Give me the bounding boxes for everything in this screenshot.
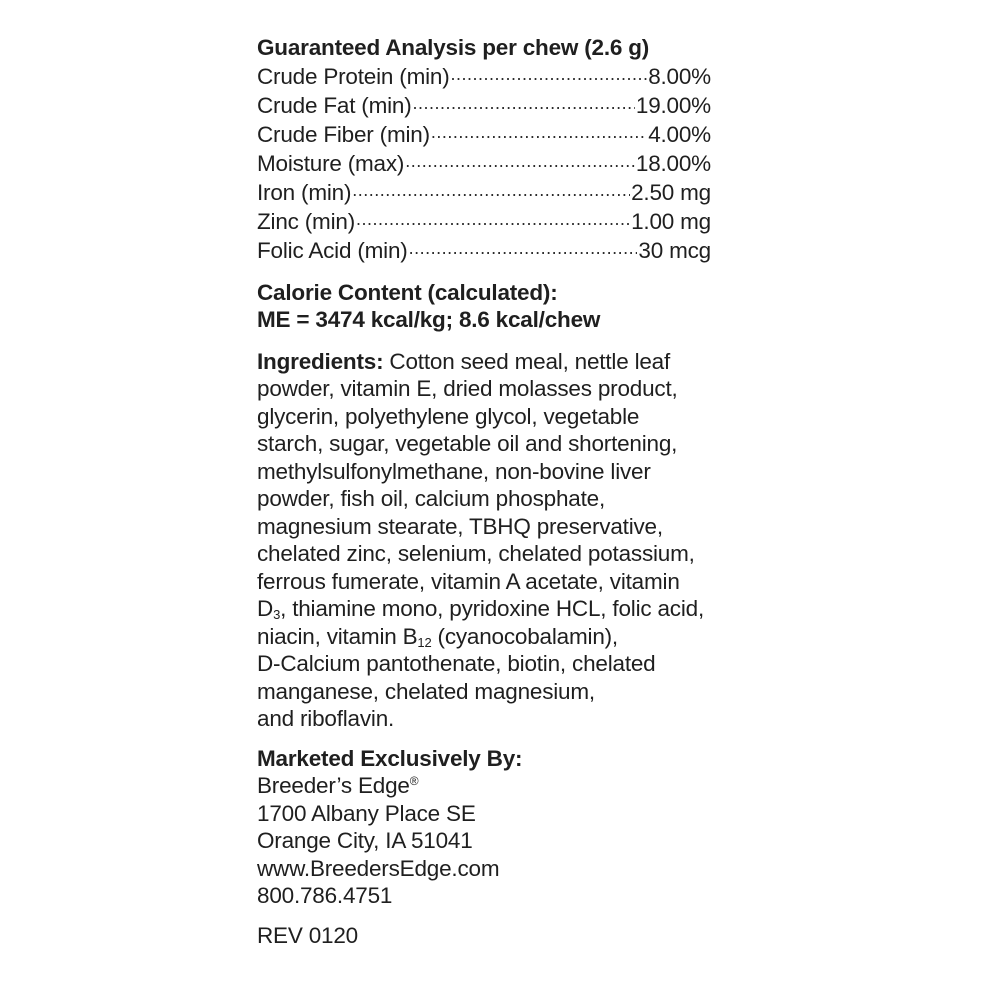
analysis-value: 8.00% bbox=[648, 64, 711, 89]
spacer bbox=[257, 733, 717, 745]
website: www.BreedersEdge.com bbox=[257, 855, 500, 881]
calorie-heading: Calorie Content (calculated): bbox=[257, 279, 558, 305]
analysis-name: Crude Fat (min) bbox=[257, 93, 412, 118]
ingredients-heading: Ingredients: bbox=[257, 348, 384, 374]
analysis-heading: Guaranteed Analysis per chew (2.6 g) bbox=[257, 35, 650, 60]
analysis-name: Moisture (max) bbox=[257, 151, 405, 176]
calorie-content bbox=[257, 279, 717, 334]
ingredients-line bbox=[257, 623, 727, 651]
spacer bbox=[257, 334, 717, 348]
product-label bbox=[257, 34, 717, 949]
ingredients-line: powder, fish oil, calcium phosphate, bbox=[257, 486, 605, 511]
dot-leader bbox=[451, 62, 648, 85]
dot-leader bbox=[413, 91, 635, 114]
vitamin-d-letter: D bbox=[257, 596, 274, 621]
dot-leader bbox=[431, 120, 647, 143]
analysis-value: 4.00% bbox=[648, 122, 711, 147]
ingredients-text: Cotton seed meal, nettle leaf bbox=[383, 348, 671, 374]
analysis-row-crude-fiber bbox=[257, 120, 711, 149]
analysis-row-crude-protein bbox=[257, 62, 711, 91]
analysis-value: 19.00% bbox=[635, 93, 711, 118]
vitamin-b-subscript: 12 bbox=[417, 634, 432, 650]
analysis-name: Crude Protein (min) bbox=[257, 64, 450, 89]
dot-leader bbox=[405, 149, 635, 172]
ingredients-line bbox=[257, 348, 727, 376]
analysis-value: 2.50 mg bbox=[631, 180, 711, 205]
analysis-value: 18.00% bbox=[635, 151, 711, 176]
vitamin-d-subscript: 3 bbox=[273, 607, 281, 622]
ingredients-text: (cyanocobalamin), bbox=[431, 623, 618, 649]
revision-code: REV 0120 bbox=[257, 922, 358, 948]
dot-leader bbox=[356, 207, 630, 230]
analysis-name: Iron (min) bbox=[257, 180, 352, 205]
ingredients-line: magnesium stearate, TBHQ preservative, bbox=[257, 513, 663, 539]
ingredients-line: starch, sugar, vegetable oil and shortening, bbox=[257, 431, 678, 456]
ingredients bbox=[257, 348, 727, 733]
brand-name-line bbox=[257, 772, 717, 800]
marketer-heading: Marketed Exclusively By: bbox=[257, 745, 523, 771]
marketer bbox=[257, 745, 717, 910]
registered-mark: ® bbox=[409, 774, 419, 788]
analysis-value: 30 mcg bbox=[638, 238, 711, 263]
spacer bbox=[257, 265, 717, 279]
ingredients-line: D-Calcium pantothenate, biotin, chelated bbox=[257, 651, 656, 676]
analysis-name: Crude Fiber (min) bbox=[257, 122, 430, 147]
analysis-row-crude-fat bbox=[257, 91, 711, 120]
spacer bbox=[257, 910, 717, 922]
ingredients-line bbox=[257, 595, 727, 623]
guaranteed-analysis bbox=[257, 34, 717, 265]
ingredients-line: manganese, chelated magnesium, bbox=[257, 678, 595, 704]
ingredients-line: and riboflavin. bbox=[257, 706, 395, 731]
address-line-2: Orange City, IA 51041 bbox=[257, 828, 473, 853]
dot-leader bbox=[352, 178, 630, 201]
analysis-row-folic-acid bbox=[257, 236, 711, 265]
ingredients-line: ferrous fumerate, vitamin A acetate, vitamin bbox=[257, 568, 680, 594]
ingredients-line: glycerin, polyethylene glycol, vegetable bbox=[257, 403, 640, 429]
ingredients-text: niacin, vitamin B bbox=[257, 623, 418, 649]
analysis-name: Zinc (min) bbox=[257, 209, 355, 234]
ingredients-line: chelated zinc, selenium, chelated potassium, bbox=[257, 541, 695, 566]
ingredients-line: methylsulfonylmethane, non-bovine liver bbox=[257, 458, 651, 484]
analysis-value: 1.00 mg bbox=[631, 209, 711, 234]
brand-name: Breeder’s Edge bbox=[257, 773, 410, 798]
analysis-name: Folic Acid (min) bbox=[257, 238, 408, 263]
ingredients-text: , thiamine mono, pyridoxine HCL, folic acid, bbox=[280, 596, 704, 621]
analysis-row-moisture bbox=[257, 149, 711, 178]
ingredients-line: powder, vitamin E, dried molasses product, bbox=[257, 376, 678, 401]
phone-number: 800.786.4751 bbox=[257, 883, 393, 908]
dot-leader bbox=[409, 236, 638, 259]
calorie-value: ME = 3474 kcal/kg; 8.6 kcal/chew bbox=[257, 307, 601, 332]
analysis-row-iron bbox=[257, 178, 711, 207]
analysis-row-zinc bbox=[257, 207, 711, 236]
address-line-1: 1700 Albany Place SE bbox=[257, 800, 476, 826]
